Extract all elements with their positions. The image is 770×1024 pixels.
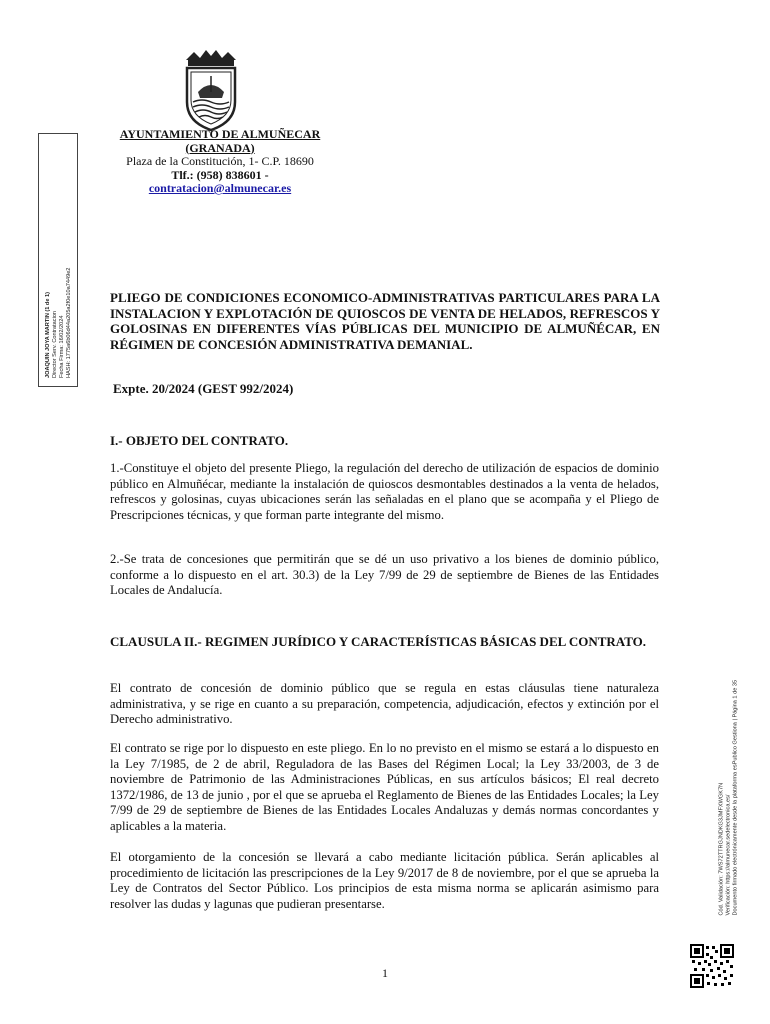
section-1-paragraph-1: 1.-Constituye el objeto del presente Pliego, la regulación del derecho de utilización de espacios de dominio público en Almuñécar, mediante la instalación de quioscos desmontables destinados a la venta de helados, refrescos y golosinas, cuyas ubicaciones serán las señaladas en el plano que se acompaña y el Pliego de Prescripciones técnicas, y que forman parte integrante del mismo. — [110, 461, 659, 522]
letterhead-address: Plaza de la Constitución, 1- C.P. 18690 — [126, 154, 314, 168]
validation-note: Documento firmado electrónicamente desde la plataforma esPublico Gestiona | Página 1 de 35 — [732, 679, 739, 916]
section-1-paragraph-2: 2.-Se trata de concesiones que permitirán que se dé un uso privativo a los bienes de dominio público, conforme a lo dispuesto en el art. 30.3) de la Ley 7/99 de 29 de septiembre de Bienes de las Entidades Locales de Andalucía. — [110, 552, 659, 597]
letterhead-name: AYUNTAMIENTO DE ALMUÑECAR — [119, 127, 321, 141]
validation-url[interactable]: Verificación: https://almunecar.sedelectronica.es/ — [725, 794, 732, 916]
validation-code: Cód. Validación: 7WS72TTRGJNDKG3JMFXWGK7N — [718, 782, 725, 916]
letterhead-phone: Tlf.: (958) 838601 - — [171, 167, 269, 182]
signature-hash: HASH: 1775a6b06d44a205a2f0e10a7449e2 — [66, 267, 72, 378]
qr-code — [690, 944, 734, 988]
signature-text — [45, 138, 73, 378]
section-2-paragraph-3: El otorgamiento de la concesión se llevará a cabo mediante licitación pública. Serán aplicables al procedimiento de licitación las prescripciones de la Ley 9/2017 de 8 de noviembre, por el que se aprueba la Ley de Contratos del Sector Público. Los principios de esta misma norma se aplicarán asimismo para resolver las dudas y lagunas que pudieran presentarse. — [110, 850, 659, 911]
validation-text — [719, 606, 740, 916]
signature-date: Fecha Firma: 16/02/2024 — [59, 315, 65, 378]
letterhead — [100, 128, 340, 196]
section-2-paragraph-1: El contrato de concesión de dominio público que se regula en estas cláusulas tiene naturaleza administrativa, y se rige en cuanto a su preparación, competencia, adjudicación, efectos y extinción por el Derecho administrativo. — [110, 681, 659, 726]
page-number: 1 — [382, 966, 388, 980]
letterhead-email-link[interactable]: contratacion@almunecar.es — [148, 181, 292, 195]
signature-box — [38, 133, 78, 387]
document-title: PLIEGO DE CONDICIONES ECONOMICO-ADMINISTRATIVAS PARTICULARES PARA LA INSTALACION Y EXPLOTACIÓN DE QUIOSCOS DE VENTA DE HELADOS, REFRESCOS Y GOLOSINAS EN DIFERENTES VÍAS PÚBLICAS DEL MUNICIPIO DE ALMUÑÉCAR, EN RÉGIMEN DE CONCESIÓN ADMINISTRATIVA DEMANIAL. — [110, 290, 660, 352]
section-2-paragraph-2: El contrato se rige por lo dispuesto en este pliego. En lo no previsto en el mismo se estará a lo dispuesto en la Ley 7/1985, de 2 de abril, Reguladora de las Bases del Régimen Local; la Ley 33/2003, de 3 de noviembre de Patrimonio de las Administraciones Públicas, en sus artículos básicos; El real decreto 1372/1986, de 13 de junio , por el que se aprueba el Reglamento de Bienes de las Entidades Locales; la Ley 7/99 de 29 de septiembre de Bienes de las Entidades Locales Andaluzas y demás normas concordantes y aplicables a la materia. — [110, 741, 659, 833]
section-1-heading: I.- OBJETO DEL CONTRATO. — [110, 433, 289, 448]
validation-stamp — [702, 630, 762, 930]
signature-name: JOAQUIN JOYA MARTIN (1 de 1) — [45, 292, 51, 378]
file-reference: Expte. 20/2024 (GEST 992/2024) — [113, 381, 294, 396]
signature-role: Director Serv. Contratacion — [52, 310, 58, 378]
section-2-heading: CLAUSULA II.- REGIMEN JURÍDICO Y CARACTERÍSTICAS BÁSICAS DEL CONTRATO. — [110, 634, 646, 649]
letterhead-province: (GRANADA) — [185, 140, 255, 155]
municipal-crest-logo — [178, 50, 244, 132]
